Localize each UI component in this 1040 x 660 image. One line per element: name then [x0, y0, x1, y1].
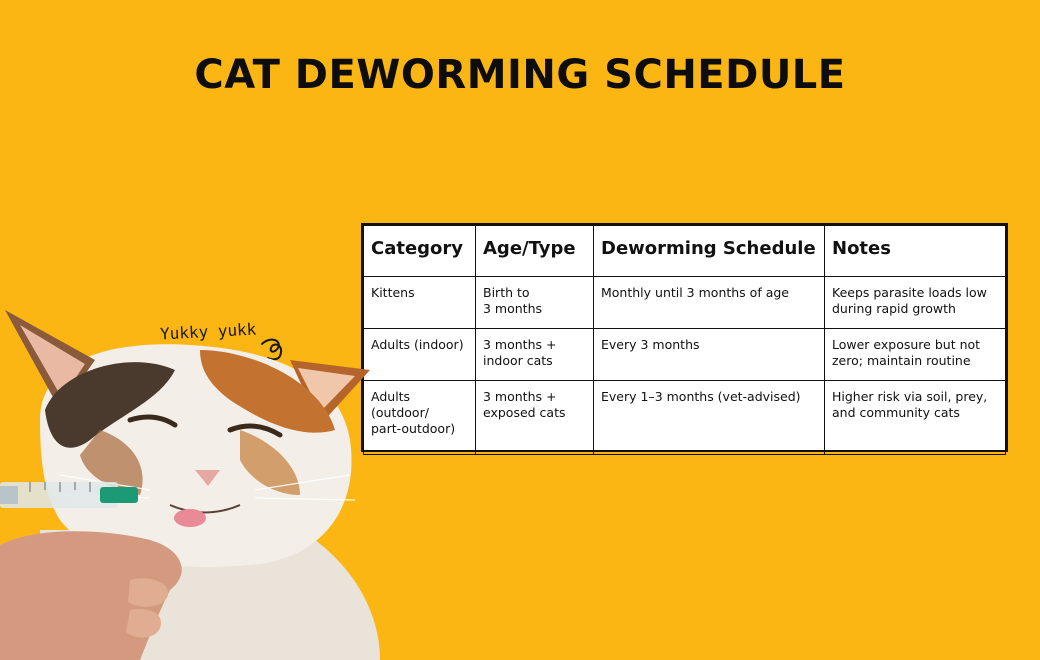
page-title: CAT DEWORMING SCHEDULE — [194, 52, 846, 98]
cat-illustration — [0, 290, 420, 660]
cell-notes: Keeps parasite loads low during rapid growth — [825, 277, 1006, 329]
header-deworming-schedule: Deworming Schedule — [594, 226, 825, 277]
schedule-table — [361, 223, 1008, 452]
cell-age-type: Birth to 3 months — [476, 277, 594, 329]
cell-category: Adults (indoor) — [364, 329, 476, 381]
cell-schedule: Every 3 months — [594, 329, 825, 381]
table-row — [364, 381, 1006, 455]
cell-notes: Lower exposure but not zero; maintain routine — [825, 329, 1006, 381]
cell-schedule: Every 1–3 months (vet-advised) — [594, 381, 825, 455]
annotation-text: Yukky yukk — [159, 319, 257, 344]
header-age-type: Age/Type — [476, 226, 594, 277]
table-row — [364, 277, 1006, 329]
cell-category: Kittens — [364, 277, 476, 329]
header-category: Category — [364, 226, 476, 277]
table-row — [364, 329, 1006, 381]
cell-category: Adults (outdoor/ part-outdoor) — [364, 381, 476, 455]
table-header-row — [364, 226, 1006, 277]
cell-age-type: 3 months + exposed cats — [476, 381, 594, 455]
syringe-icon — [0, 482, 138, 508]
header-notes: Notes — [825, 226, 1006, 277]
cat-tongue — [174, 509, 206, 527]
cell-schedule: Monthly until 3 months of age — [594, 277, 825, 329]
cell-age-type: 3 months + indoor cats — [476, 329, 594, 381]
cell-notes: Higher risk via soil, prey, and community cats — [825, 381, 1006, 455]
